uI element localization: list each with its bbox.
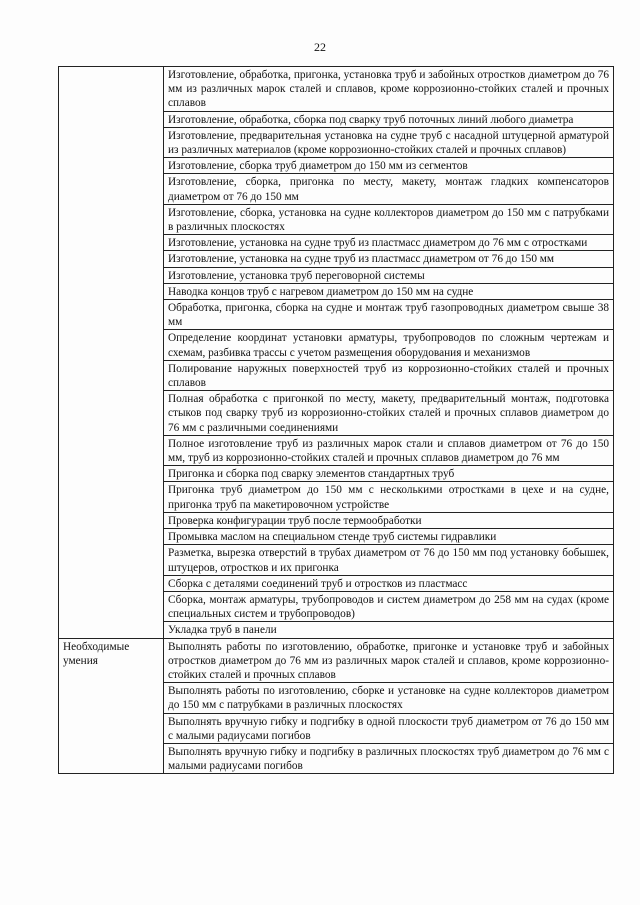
item-cell: Полное изготовление труб из различных марок стали и сплавов диаметром от 76 до 150 мм, труб из коррозионно-стойких сталей и прочных сплавов диаметром до 76 мм: [164, 435, 614, 465]
category-cell: [59, 67, 164, 639]
item-cell: Изготовление, установка на судне труб из пластмасс диаметром до 76 мм с отростками: [164, 235, 614, 251]
item-cell: Выполнять работы по изготовлению, сборке и установке на судне коллекторов диаметром до 150 мм с патрубками в различных плоскостях: [164, 683, 614, 713]
category-cell-skills: Необходимые умения: [59, 638, 164, 774]
item-cell: Изготовление, обработка, сборка под сварку труб поточных линий любого диаметра: [164, 111, 614, 127]
item-cell: Пригонка труб диаметром до 150 мм с несколькими отростками в цехе и на судне, пригонка труб па макетировочном устройстве: [164, 482, 614, 512]
item-cell: Изготовление, установка труб переговорной системы: [164, 267, 614, 283]
item-cell: Полная обработка с пригонкой по месту, макету, предварительный монтаж, подготовка стыков под сварку труб из коррозионно-стойких сталей и прочных сплавов диаметром до 76 мм с различными соединениями: [164, 391, 614, 436]
item-cell: Определение координат установки арматуры, трубопроводов по сложным чертежам и схемам, разбивка трассы с учетом размещения оборудования и механизмов: [164, 330, 614, 360]
item-cell: Изготовление, сборка, установка на судне коллекторов диаметром до 150 мм с патрубками в различных плоскостях: [164, 204, 614, 234]
item-cell: Изготовление, сборка, пригонка по месту, макету, монтаж гладких компенсаторов диаметром от 76 до 150 мм: [164, 174, 614, 204]
item-cell: Изготовление, установка на судне труб из пластмасс диаметром от 76 до 150 мм: [164, 251, 614, 267]
item-cell: Промывка маслом на специальном стенде труб системы гидравлики: [164, 529, 614, 545]
item-cell: Изготовление, сборка труб диаметром до 150 мм из сегментов: [164, 158, 614, 174]
item-cell: Выполнять вручную гибку и подгибку в одной плоскости труб диаметром от 76 до 150 мм с малыми радиусами погибов: [164, 713, 614, 743]
item-cell: Проверка конфигурации труб после термообработки: [164, 512, 614, 528]
page-number: 22: [314, 40, 326, 54]
item-cell: Укладка труб в панели: [164, 622, 614, 638]
item-cell: Выполнять вручную гибку и подгибку в различных плоскостях труб диаметром до 76 мм с малыми радиусами погибов: [164, 743, 614, 773]
item-cell: Разметка, вырезка отверстий в трубах диаметром от 76 до 150 мм под установку бобышек, штуцеров, отростков и их пригонка: [164, 545, 614, 575]
item-cell: Изготовление, предварительная установка на судне труб с насадной штуцерной арматурой из различных материалов (кроме коррозионно-стойких сталей и прочных сплавов): [164, 127, 614, 157]
item-cell: Изготовление, обработка, пригонка, установка труб и забойных отростков диаметром до 76 мм из различных марок сталей и сплавов, кроме коррозионно-стойких сталей и прочных сплавов: [164, 67, 614, 112]
item-cell: Сборка, монтаж арматуры, трубопроводов и систем диаметром до 258 мм на судах (кроме специальных систем и трубопроводов): [164, 591, 614, 621]
item-cell: Сборка с деталями соединений труб и отростков из пластмасс: [164, 575, 614, 591]
requirements-table: [58, 66, 614, 774]
table-row: [59, 67, 614, 112]
item-cell: Пригонка и сборка под сварку элементов стандартных труб: [164, 466, 614, 482]
item-cell: Выполнять работы по изготовлению, обработке, пригонке и установке труб и забойных отростков диаметром до 76 мм из различных марок сталей и сплавов, кроме коррозионно-стойких сталей и прочных сплавов: [164, 638, 614, 683]
item-cell: Обработка, пригонка, сборка на судне и монтаж труб газопроводных диаметром свыше 38 мм: [164, 300, 614, 330]
item-cell: Полирование наружных поверхностей труб из коррозионно-стойких сталей и прочных сплавов: [164, 360, 614, 390]
item-cell: Наводка концов труб с нагревом диаметром до 150 мм на судне: [164, 283, 614, 299]
table-row: [59, 638, 614, 683]
